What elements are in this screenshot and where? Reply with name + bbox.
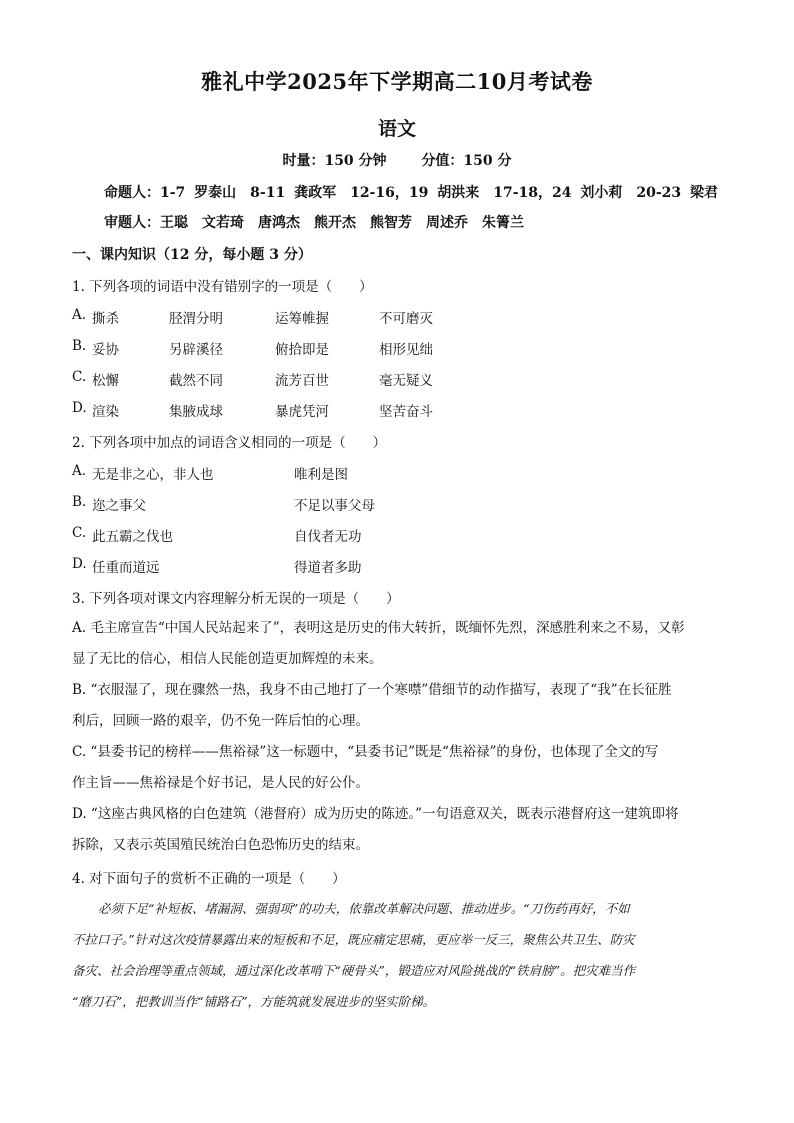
- option-line: A. 毛主席宣告“中国人民站起来了”，表明这是历史的伟大转折，既缅怀先烈，深感胜利来之不易，又彰: [72, 620, 685, 636]
- passage-line: “磨刀石”，把教训当作“铺路石”，方能筑就发展进步的坚实阶梯。: [72, 994, 436, 1009]
- reviewers: [104, 212, 538, 232]
- option-line: B. “衣服湿了，现在骤然一热，我身不由己地打了一个寒噤”借细节的动作描写，表现了“我”在长征胜: [72, 682, 672, 698]
- option-word: 妥协: [92, 342, 119, 358]
- option-label: B.: [72, 338, 87, 354]
- option-left-text: 迩之事父: [92, 498, 146, 514]
- option-line: C. “县委书记的榜样——焦裕禄”这一标题中，“县委书记”既是“焦裕禄”的身份，也体现了全文的写: [72, 744, 659, 760]
- reviewer-name: 熊开杰: [314, 215, 356, 231]
- option-left-text: 无是非之心，非人也: [92, 467, 214, 483]
- option-line: D. “这座古典风格的白色建筑（港督府）成为历史的陈迹。”一句语意双关，既表示港督府这一建筑即将: [72, 806, 679, 822]
- option-line: 作主旨——焦裕禄是个好书记，是人民的好公仆。: [72, 775, 369, 791]
- question-4-passage: [72, 893, 720, 1017]
- option-word: 另辟溪径: [169, 342, 223, 358]
- exam-meta: [0, 150, 794, 170]
- passage-line: 备灾、社会治理等重点领域，通过深化改革啃下“硬骨头”，锻造应对风险挑战的“铁肩膀”。把灾难当作: [72, 963, 636, 978]
- question-4-stem: 4. 对下面句子的赏析不正确的一项是（ ）: [72, 871, 346, 887]
- option-label: B.: [72, 494, 87, 510]
- option-word: 不可磨灭: [379, 311, 433, 327]
- question-3-option-b: [72, 675, 720, 737]
- reviewer-name: 熊智芳: [370, 215, 412, 231]
- option-label: A.: [72, 463, 87, 479]
- reviewer-name: 朱箐兰: [482, 215, 524, 231]
- option-right-text: 自伐者无功: [294, 529, 362, 545]
- option-right-text: 不足以事父母: [294, 498, 375, 514]
- total-score: 分值：150 分: [421, 153, 512, 169]
- option-word: 胫渭分明: [169, 311, 223, 327]
- option-label: D.: [72, 556, 87, 572]
- reviewer-name: 周述乔: [426, 215, 468, 231]
- subject-title: 语文: [377, 118, 416, 140]
- option-word: 松懈: [92, 373, 119, 389]
- option-word: 坚苦奋斗: [379, 404, 433, 420]
- reviewer-name: 唐鸿杰: [258, 215, 300, 231]
- question-3-option-c: [72, 737, 720, 799]
- question-3-stem: 3. 下列各项对课文内容理解分析无误的一项是（ ）: [72, 591, 400, 607]
- option-word: 撕杀: [92, 311, 119, 327]
- option-left-text: 此五霸之伐也: [92, 529, 173, 545]
- option-left-text: 任重而道远: [92, 560, 160, 576]
- time-limit: 时量：150 分钟: [282, 153, 387, 169]
- question-authors: 命题人：1-7 罗泰山 8-11 龚政军 12-16，19 胡洪来 17-18，24 刘小莉 20-23 梁君: [104, 185, 718, 201]
- option-line: 拆除，又表示英国殖民统治白色恐怖历史的结束。: [72, 837, 369, 853]
- option-word: 相形见绌: [379, 342, 433, 358]
- option-word: 截然不同: [169, 373, 223, 389]
- exam-title: 雅礼中学2025年下学期高二10月考试卷: [201, 69, 593, 94]
- question-3-option-a: [72, 613, 720, 675]
- option-word: 俯拾即是: [275, 342, 329, 358]
- option-word: 毫无疑义: [379, 373, 433, 389]
- option-word: 渲染: [92, 404, 119, 420]
- option-word: 流芳百世: [275, 373, 329, 389]
- question-3-option-d: [72, 799, 720, 861]
- reviewer-name: 文若琦: [202, 215, 244, 231]
- reviewer-name: 王聪: [160, 215, 188, 231]
- option-right-text: 得道者多助: [294, 560, 362, 576]
- question-1-stem: 1. 下列各项的词语中没有错别字的一项是（ ）: [72, 279, 373, 295]
- option-label: C.: [72, 369, 87, 385]
- option-line: 利后，回顾一路的艰辛，仍不免一阵后怕的心理。: [72, 713, 369, 729]
- section-heading: 一、课内知识（12 分，每小题 3 分）: [72, 247, 312, 263]
- passage-line: 必须下足“补短板、堵漏洞、强弱项”的功夫，依靠改革解决问题、推动进步。“刀伤药再好，不如: [98, 901, 630, 916]
- option-line: 显了无比的信心，相信人民能创造更加辉煌的未来。: [72, 651, 383, 667]
- question-2-stem: 2. 下列各项中加点的词语含义相同的一项是（ ）: [72, 435, 387, 451]
- passage-line: 不拉口子。”针对这次疫情暴露出来的短板和不足，既应痛定思痛，更应举一反三，聚焦公共卫生、防灾: [72, 932, 635, 947]
- reviewers-label: 审题人：: [104, 215, 160, 231]
- option-label: D.: [72, 400, 87, 416]
- option-word: 运筹帷握: [275, 311, 329, 327]
- option-word: 集腋成球: [169, 404, 223, 420]
- option-label: A.: [72, 307, 87, 323]
- option-word: 暴虎凭河: [275, 404, 329, 420]
- option-right-text: 唯利是图: [294, 467, 348, 483]
- option-label: C.: [72, 525, 87, 541]
